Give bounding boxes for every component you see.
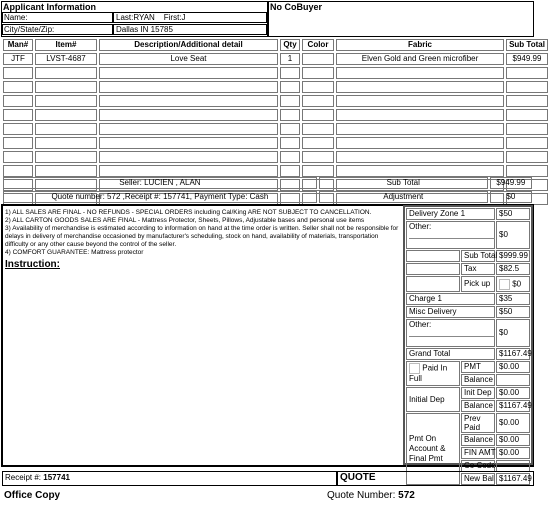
cell-qty [280, 109, 300, 121]
cell-subtotal [506, 95, 548, 107]
cell-color [302, 81, 334, 93]
misc-row [406, 306, 530, 318]
pickup-spacer [406, 276, 460, 292]
table-row [3, 123, 548, 135]
cell-color [302, 123, 334, 135]
table-row [3, 137, 548, 149]
applicant-title: Applicant Information [3, 2, 96, 12]
quote-row [3, 191, 532, 203]
quote-number-label: Quote Number: [327, 490, 396, 501]
cell-fabric: Elven Gold and Green microfiber [336, 53, 504, 65]
pmt-on-account-label: Pmt On Account & Final Pmt [406, 413, 460, 485]
cell-fabric [336, 109, 504, 121]
paid-in-full-checkbox[interactable] [409, 363, 420, 374]
table-row [3, 67, 548, 79]
first-label: First: [163, 13, 182, 22]
name-label: Name: [4, 13, 28, 22]
pickup-cell [496, 276, 530, 292]
cell-item: LVST-4687 [35, 53, 97, 65]
city-value: Dallas IN 15785 [116, 25, 173, 34]
cell-subtotal [506, 67, 548, 79]
table-row [3, 95, 548, 107]
adjustment-value: $0 [490, 191, 532, 203]
pmt-value: $0.00 [496, 361, 530, 373]
charge-value: $35 [496, 293, 530, 305]
totals-table [1, 175, 534, 205]
prev-paid-value: $0.00 [496, 413, 530, 433]
delivery-zone-label: Delivery Zone 1 [406, 208, 495, 220]
cell-color [302, 109, 334, 121]
prev-paid-row [406, 413, 530, 433]
cell-description [99, 137, 278, 149]
grand-total-row [406, 348, 530, 360]
term-3: 3) Availability of merchandise is estimated according to information on hand at the time order is written. Seller shall not be responsible for delays in delivery of merchandise occasioned by manufacturer's scheduling, stock on hand, availability of materials, transportation difficulty or any other cause beyond the control of the seller. [5, 225, 399, 248]
other2-value: $0 [496, 319, 530, 347]
cell-fabric [336, 67, 504, 79]
cell-fabric [336, 95, 504, 107]
init-dep-label: Init Dep [461, 387, 495, 399]
co-code-label: Co Code [461, 460, 495, 472]
balance1-label: Balance [461, 374, 495, 386]
other1-label: Other: [409, 222, 432, 231]
pickup-label: Pick up [461, 276, 495, 292]
last-label: Last: [116, 13, 134, 22]
cell-color [302, 95, 334, 107]
cell-subtotal [506, 137, 548, 149]
tax-row [406, 263, 530, 275]
pickup-value: $0 [512, 279, 522, 289]
quote-number-value: 572 [398, 490, 415, 501]
tax-spacer [406, 263, 460, 275]
cell-item [35, 109, 97, 121]
misc-label: Misc Delivery [406, 306, 495, 318]
table-row [3, 151, 548, 163]
cell-man [3, 67, 33, 79]
cell-man [3, 95, 33, 107]
delivery-zone-value: $50 [496, 208, 530, 220]
pickup-checkbox[interactable] [499, 279, 510, 290]
tax-label: Tax [461, 263, 495, 275]
other2-cell [406, 319, 495, 347]
other2-row [406, 319, 530, 347]
cell-color [302, 67, 334, 79]
cobuyer-title: No CoBuyer [270, 2, 323, 12]
header-man: Man# [3, 39, 33, 51]
seller-text: Seller: LUCIEN , ALAN [3, 177, 317, 189]
table-row [3, 81, 548, 93]
cell-subtotal [506, 81, 548, 93]
other1-row [406, 221, 530, 249]
cell-qty [280, 151, 300, 163]
cell-man: JTF [3, 53, 33, 65]
office-copy: Office Copy [4, 490, 61, 501]
quote-label: QUOTE [340, 472, 376, 483]
items-header-row [3, 39, 548, 51]
cell-fabric [336, 137, 504, 149]
cell-qty [280, 137, 300, 149]
cell-item [35, 123, 97, 135]
cell-description: Love Seat [99, 53, 278, 65]
adjustment-label: Adjustment [319, 191, 488, 203]
grand-total-label: Grand Total [406, 348, 495, 360]
table-row [3, 109, 548, 121]
header-color: Color [302, 39, 334, 51]
pmt-row [406, 361, 530, 373]
instruction-label: Instruction: [5, 259, 60, 270]
delivery-zone-row [406, 208, 530, 220]
cell-subtotal: $949.99 [506, 53, 548, 65]
seller-row [3, 177, 532, 189]
term-1: 1) ALL SALES ARE FINAL - NO REFUNDS - SPECIAL ORDERS including Cal/King ARE NOT SUBJECT TO CANCELLATION. [5, 209, 372, 216]
term-4: 4) COMFORT GUARANTEE: Mattress protector [5, 249, 144, 256]
new-bal-label: New Bal [461, 473, 495, 485]
cell-fabric [336, 123, 504, 135]
receipt-value: 157741 [43, 473, 70, 482]
cell-qty [280, 67, 300, 79]
fin-amt-value: $0.00 [496, 447, 530, 459]
cell-item [35, 81, 97, 93]
table-row [3, 53, 548, 65]
balance3-label: Balance [461, 434, 495, 446]
init-dep-row [406, 387, 530, 399]
cell-description [99, 123, 278, 135]
init-dep-value: $0.00 [496, 387, 530, 399]
cell-qty: 1 [280, 53, 300, 65]
misc-value: $50 [496, 306, 530, 318]
cell-qty [280, 81, 300, 93]
cell-color [302, 137, 334, 149]
city-label: City/State/Zip: [4, 25, 55, 34]
cell-man [3, 81, 33, 93]
receipt-label: Receipt #: [5, 473, 42, 482]
subtotal-spacer [406, 250, 460, 262]
other1-input[interactable] [409, 232, 495, 239]
receipt-text [5, 473, 70, 482]
subtotal-label: Sub Total [319, 177, 488, 189]
other1-value: $0 [496, 221, 530, 249]
cell-fabric [336, 151, 504, 163]
fin-amt-label: FIN AMT [461, 447, 495, 459]
cell-man [3, 137, 33, 149]
other1-cell [406, 221, 495, 249]
first-value: J [181, 13, 186, 22]
header-fabric: Fabric [336, 39, 504, 51]
pmt-label: PMT [461, 361, 495, 373]
cell-description [99, 81, 278, 93]
header-subtotal: Sub Total [506, 39, 548, 51]
other2-input[interactable] [409, 330, 495, 337]
last-value: RYAN [133, 13, 155, 22]
cell-man [3, 109, 33, 121]
subtotal-value: $949.99 [490, 177, 532, 189]
cell-description [99, 109, 278, 121]
header-item: Item# [35, 39, 97, 51]
charge-label: Charge 1 [406, 293, 495, 305]
new-bal-value: $1167.49 [496, 473, 530, 485]
summary-subtotal-value: $999.99 [496, 250, 530, 262]
summary-table [405, 207, 531, 486]
terms-text [5, 209, 401, 272]
cell-qty [280, 123, 300, 135]
cell-description [99, 95, 278, 107]
totals-rows [1, 175, 534, 205]
balance3-value: $0.00 [496, 434, 530, 446]
cell-item [35, 137, 97, 149]
cell-description [99, 67, 278, 79]
term-2: 2) ALL CARTON GOODS SALES ARE FINAL - Mattress Protector, Sheets, Pillows, Adjustable bases and personal use items [5, 217, 365, 224]
cell-color [302, 53, 334, 65]
prev-paid-label: Prev Paid [461, 413, 495, 433]
summary-panel [403, 205, 533, 483]
charge-row [406, 293, 530, 305]
cell-man [3, 151, 33, 163]
balance2-value: $1167.49 [496, 400, 530, 412]
paid-in-full-label: Paid In Full [409, 363, 448, 383]
balance1-value [496, 374, 530, 386]
cell-subtotal [506, 109, 548, 121]
summary-subtotal-label: Sub Total [461, 250, 495, 262]
cell-item [35, 95, 97, 107]
cell-color [302, 151, 334, 163]
quote-number [327, 490, 415, 501]
cell-qty [280, 95, 300, 107]
cell-subtotal [506, 123, 548, 135]
grand-total-value: $1167.49 [496, 348, 530, 360]
header-description: Description/Additional detail [99, 39, 278, 51]
quote-line: Quote number: 572 ,Receipt #: 157741, Payment Type: Cash [3, 191, 317, 203]
tax-value: $82.5 [496, 263, 530, 275]
cell-item [35, 151, 97, 163]
paid-in-full-cell [406, 361, 460, 386]
cell-subtotal [506, 151, 548, 163]
other2-label: Other: [409, 320, 432, 329]
header-qty: Qty [280, 39, 300, 51]
cell-man [3, 123, 33, 135]
cell-fabric [336, 81, 504, 93]
pickup-row [406, 276, 530, 292]
cell-description [99, 151, 278, 163]
subtotal-row [406, 250, 530, 262]
initial-dep-label: Initial Dep [406, 387, 460, 412]
last-name [116, 13, 186, 22]
cell-item [35, 67, 97, 79]
balance2-label: Balance [461, 400, 495, 412]
